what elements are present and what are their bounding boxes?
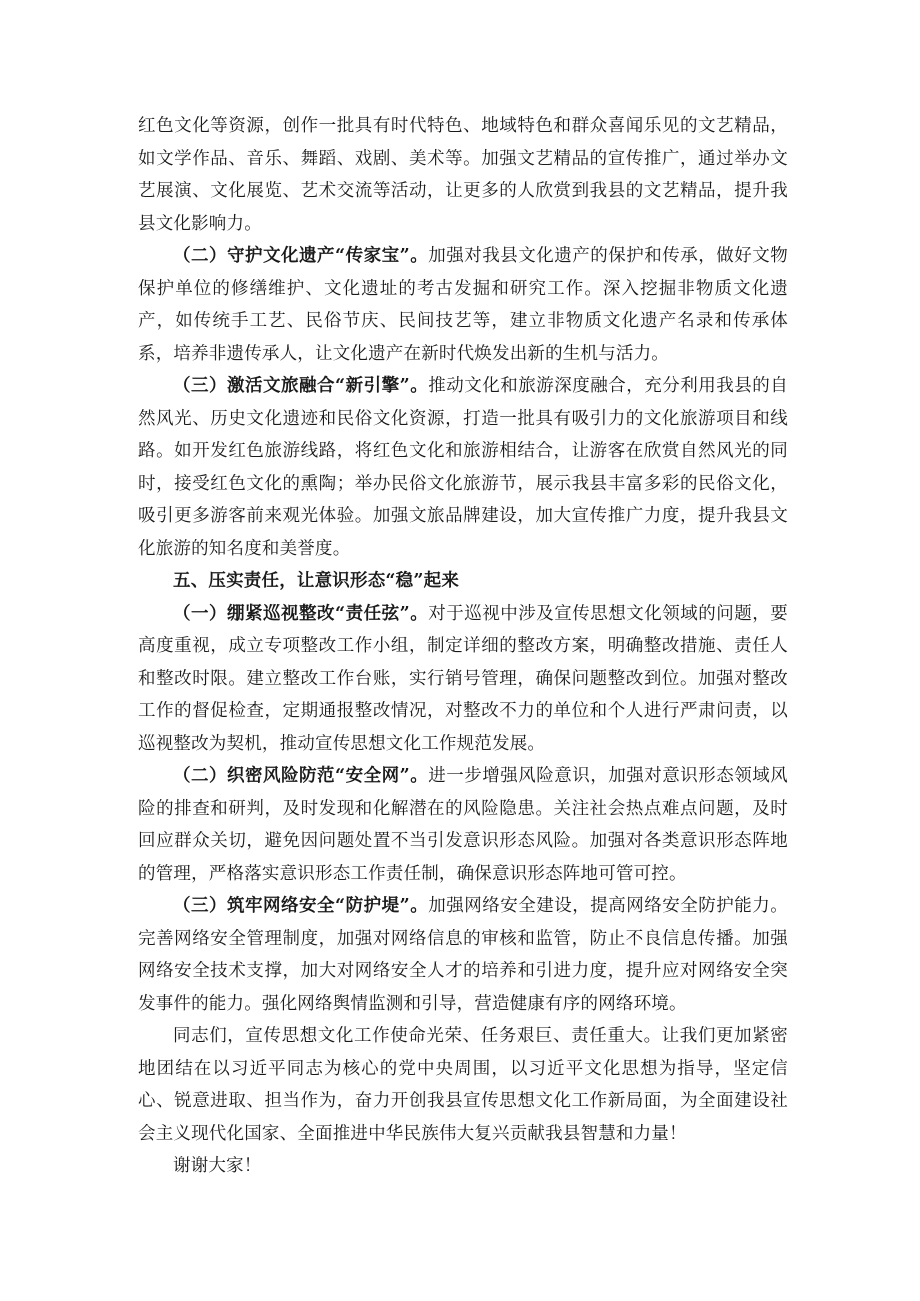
paragraph-text: 红色文化等资源，创作一批具有时代特色、地域特色和群众喜闻乐见的文艺精品，如文学作品、音乐、舞蹈、戏剧、美术等。加强文艺精品的宣传推广，通过举办文艺展演、文化展览、艺术交流等活动，让更多的人欣赏到我县的文艺精品，提升我县文化影响力。 — [138, 116, 788, 234]
paragraph-closing — [138, 1020, 788, 1150]
paragraph-text: 同志们，宣传思想文化工作使命光荣、任务艰巨、责任重大。让我们更加紧密地团结在以习近平同志为核心的党中央周围，以习近平文化思想为指导，坚定信心、锐意进取、担当作为，奋力开创我县宣传思想文化工作新局面，为全面建设社会主义现代化国家、全面推进中华民族伟大复兴贡献我县智慧和力量！ — [138, 1026, 788, 1144]
paragraph-text: 对于巡视中涉及宣传思想文化领域的问题，要高度重视，成立专项整改工作小组，制定详细的整改方案，明确整改措施、责任人和整改时限。建立整改工作台账，实行销号管理，确保问题整改到位。加强对整改工作的督促检查，定期通报整改情况，对整改不力的单位和个人进行严肃问责，以巡视整改为契机，推动宣传思想文化工作规范发展。 — [138, 603, 788, 754]
paragraph-text: 进一步增强风险意识，加强对意识形态领域风险的排查和研判，及时发现和化解潜在的风险隐患。关注社会热点难点问题，及时回应群众关切，避免因问题处置不当引发意识形态风险。加强对各类意识形态阵地的管理，严格落实意识形态工作责任制，确保意识形态阵地可管可控。 — [138, 766, 788, 884]
paragraph-network-security — [138, 890, 788, 1020]
paragraph-lead: （二）织密风险防范“安全网”。 — [173, 766, 429, 786]
paragraph-inspection-rectification — [138, 598, 788, 761]
paragraph-risk-prevention — [138, 760, 788, 890]
paragraph-lead: （三）激活文旅融合“新引擎”。 — [173, 376, 429, 396]
paragraph-text: 推动文化和旅游深度融合，充分利用我县的自然风光、历史文化遗迹和民俗文化资源，打造一批具有吸引力的文化旅游项目和线路。如开发红色旅游线路，将红色文化和旅游相结合，让游客在欣赏自然风光的同时，接受红色文化的熏陶；举办民俗文化旅游节，展示我县丰富多彩的民俗文化，吸引更多游客前来观光体验。加强文旅品牌建设，加大宣传推广力度，提升我县文化旅游的知名度和美誉度。 — [138, 376, 788, 559]
paragraph-lead: （三）筑牢网络安全“防护堤”。 — [173, 896, 429, 916]
document-body — [138, 110, 788, 1183]
paragraph-text: 加强网络安全建设，提高网络安全防护能力。完善网络安全管理制度，加强对网络信息的审核和监管，防止不良信息传播。加强网络安全技术支撑，加大对网络安全人才的培养和引进力度，提升应对网络安全突发事件的能力。强化网络舆情监测和引导，营造健康有序的网络环境。 — [138, 896, 788, 1014]
paragraph-cultural-heritage — [138, 240, 788, 370]
paragraph-lead: （一）绷紧巡视整改“责任弦”。 — [173, 603, 429, 624]
paragraph-continuation — [138, 110, 788, 240]
paragraph-text: 谢谢大家！ — [173, 1156, 262, 1176]
paragraph-culture-tourism — [138, 370, 788, 565]
section-heading-5: 五、压实责任，让意识形态“稳”起来 — [173, 571, 460, 591]
paragraph-thanks — [138, 1150, 788, 1183]
paragraph-text: 加强对我县文化遗产的保护和传承，做好文物保护单位的修缮维护、文化遗址的考古发掘和研究工作。深入挖掘非物质文化遗产，如传统手工艺、民俗节庆、民间技艺等，建立非物质文化遗产名录和传承体系，培养非遗传承人，让文化遗产在新时代焕发出新的生机与活力。 — [138, 246, 788, 364]
paragraph-lead: （二）守护文化遗产“传家宝”。 — [173, 246, 429, 266]
